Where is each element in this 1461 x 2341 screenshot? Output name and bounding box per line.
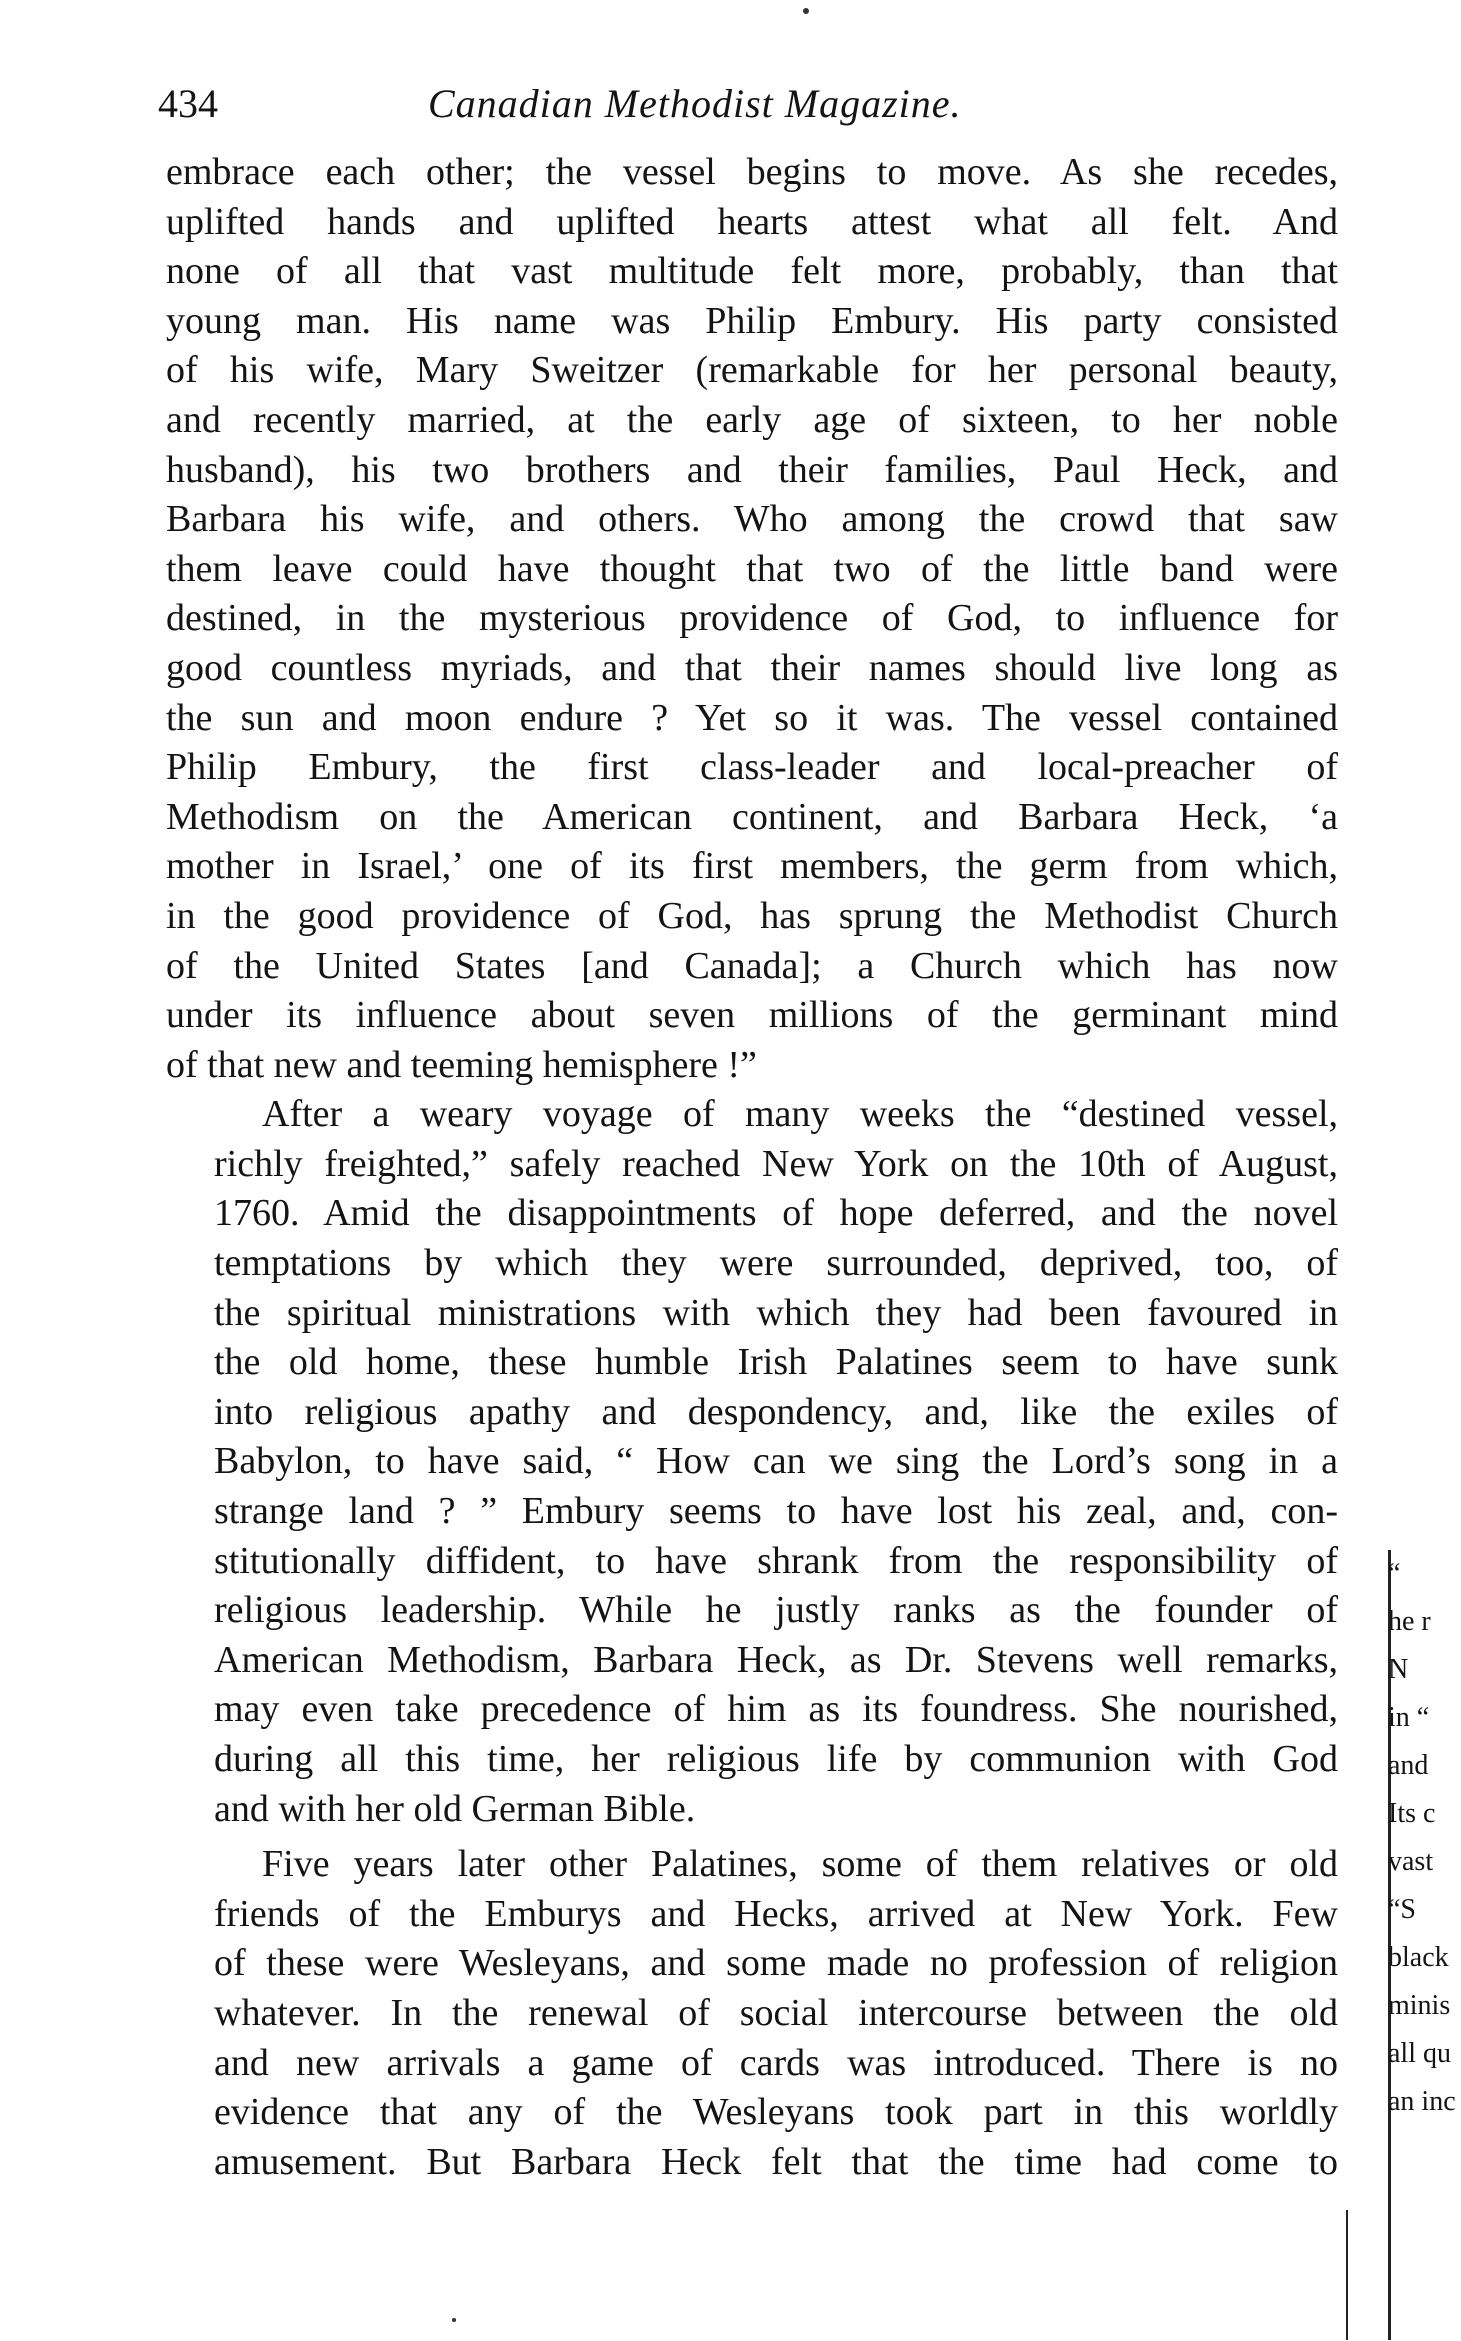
- text-line: the old home, these humble Irish Palatines seem to have sunk: [214, 1341, 1338, 1384]
- text-line: Five years later other Palatines, some of them relatives or old: [262, 1843, 1338, 1886]
- text-line: strange land ? ” Embury seems to have lost his zeal, and, con-: [214, 1490, 1338, 1533]
- text-line: amusement. But Barbara Heck felt that the time had come to: [214, 2140, 1338, 2183]
- text-line: under its influence about seven millions of the germinant mind: [166, 994, 1338, 1037]
- fragment: “: [1388, 1558, 1401, 1589]
- fragment: all qu: [1388, 2038, 1451, 2069]
- gutter-rule: [1346, 2210, 1348, 2340]
- text-line: embrace each other; the vessel begins to move. As she recedes,: [166, 151, 1338, 193]
- fragment: black: [1388, 1942, 1449, 1973]
- text-line: After a weary voyage of many weeks the “destined vessel,: [262, 1093, 1338, 1136]
- paragraph-1: [166, 148, 1338, 1090]
- text-line: and with her old German Bible.: [214, 1787, 696, 1830]
- paragraph-2: [166, 1090, 1338, 1834]
- text-line: friends of the Emburys and Hecks, arrived at New York. Few: [214, 1892, 1338, 1935]
- fragment: “S: [1388, 1894, 1416, 1925]
- text-line: uplifted hands and uplifted hearts attest what all felt. And: [166, 200, 1338, 243]
- text-line: and new arrivals a game of cards was introduced. There is no: [214, 2041, 1338, 2084]
- text-line: American Methodism, Barbara Heck, as Dr. Stevens well remarks,: [214, 1638, 1338, 1681]
- text-line: destined, in the mysterious providence of God, to influence for: [166, 597, 1338, 640]
- text-line: the spiritual ministrations with which they had been favoured in: [214, 1291, 1338, 1334]
- text-line: of his wife, Mary Sweitzer (remarkable for her personal beauty,: [166, 349, 1338, 392]
- text-line: religious leadership. While he justly ranks as the founder of: [214, 1589, 1338, 1632]
- facing-page-fragments: [1388, 1550, 1461, 2126]
- text-line: none of all that vast multitude felt more, probably, than that: [166, 250, 1338, 293]
- fragment: in “: [1388, 1702, 1430, 1733]
- text-line: evidence that any of the Wesleyans took part in this worldly: [214, 2091, 1338, 2134]
- paragraph-3: [166, 1840, 1338, 2187]
- text-line: during all this time, her religious life by communion with God: [214, 1738, 1338, 1780]
- ink-speck: [803, 8, 809, 14]
- fragment: an inc: [1388, 2086, 1456, 2117]
- text-line: of the United States [and Canada]; a Church which has now: [166, 944, 1338, 987]
- fragment: N: [1388, 1654, 1409, 1685]
- text-line: temptations by which they were surrounded, deprived, too, of: [214, 1242, 1338, 1285]
- fragment: minis: [1388, 1990, 1451, 2021]
- fragment: he r: [1388, 1606, 1431, 1637]
- running-title: Canadian Methodist Magazine.: [428, 81, 962, 126]
- text-line: good countless myriads, and that their names should live long as: [166, 646, 1338, 689]
- page-header: [158, 58, 1338, 138]
- page-number: 434: [158, 81, 218, 126]
- text-line: them leave could have thought that two of the little band were: [166, 547, 1338, 590]
- fragment: Its c: [1388, 1798, 1436, 1829]
- text-line: young man. His name was Philip Embury. His party consisted: [166, 299, 1338, 342]
- text-line: the sun and moon endure ? Yet so it was. The vessel contained: [166, 696, 1338, 739]
- text-line: and recently married, at the early age of sixteen, to her noble: [166, 398, 1338, 441]
- text-line: mother in Israel,’ one of its first members, the germ from which,: [166, 845, 1338, 888]
- text-line: into religious apathy and despondency, and, like the exiles of: [214, 1390, 1338, 1433]
- fragment: vast: [1388, 1846, 1434, 1877]
- text-line: Babylon, to have said, “ How can we sing the Lord’s song in a: [214, 1440, 1338, 1483]
- text-line: of these were Wesleyans, and some made no profession of religion: [214, 1942, 1338, 1985]
- text-line: richly freighted,” safely reached New York on the 10th of August,: [214, 1142, 1338, 1185]
- text-line: Barbara his wife, and others. Who among the crowd that saw: [166, 498, 1338, 541]
- text-line: husband), his two brothers and their families, Paul Heck, and: [166, 448, 1338, 491]
- text-line: stitutionally diffident, to have shrank from the responsibility of: [214, 1539, 1338, 1582]
- text-line: whatever. In the renewal of social intercourse between the old: [214, 1991, 1338, 2034]
- text-line: 1760. Amid the disappointments of hope deferred, and the novel: [214, 1192, 1338, 1235]
- text-line: Methodism on the American continent, and Barbara Heck, ‘a: [166, 795, 1338, 838]
- text-line: in the good providence of God, has sprung the Methodist Church: [166, 894, 1338, 937]
- text-column: [166, 148, 1338, 2187]
- text-line: Philip Embury, the first class-leader and local-preacher of: [166, 746, 1338, 789]
- ink-speck: [452, 2318, 456, 2322]
- text-line: may even take precedence of him as its foundress. She nourished,: [214, 1688, 1338, 1731]
- fragment: and: [1388, 1750, 1429, 1781]
- text-line: of that new and teeming hemisphere !”: [166, 1043, 757, 1086]
